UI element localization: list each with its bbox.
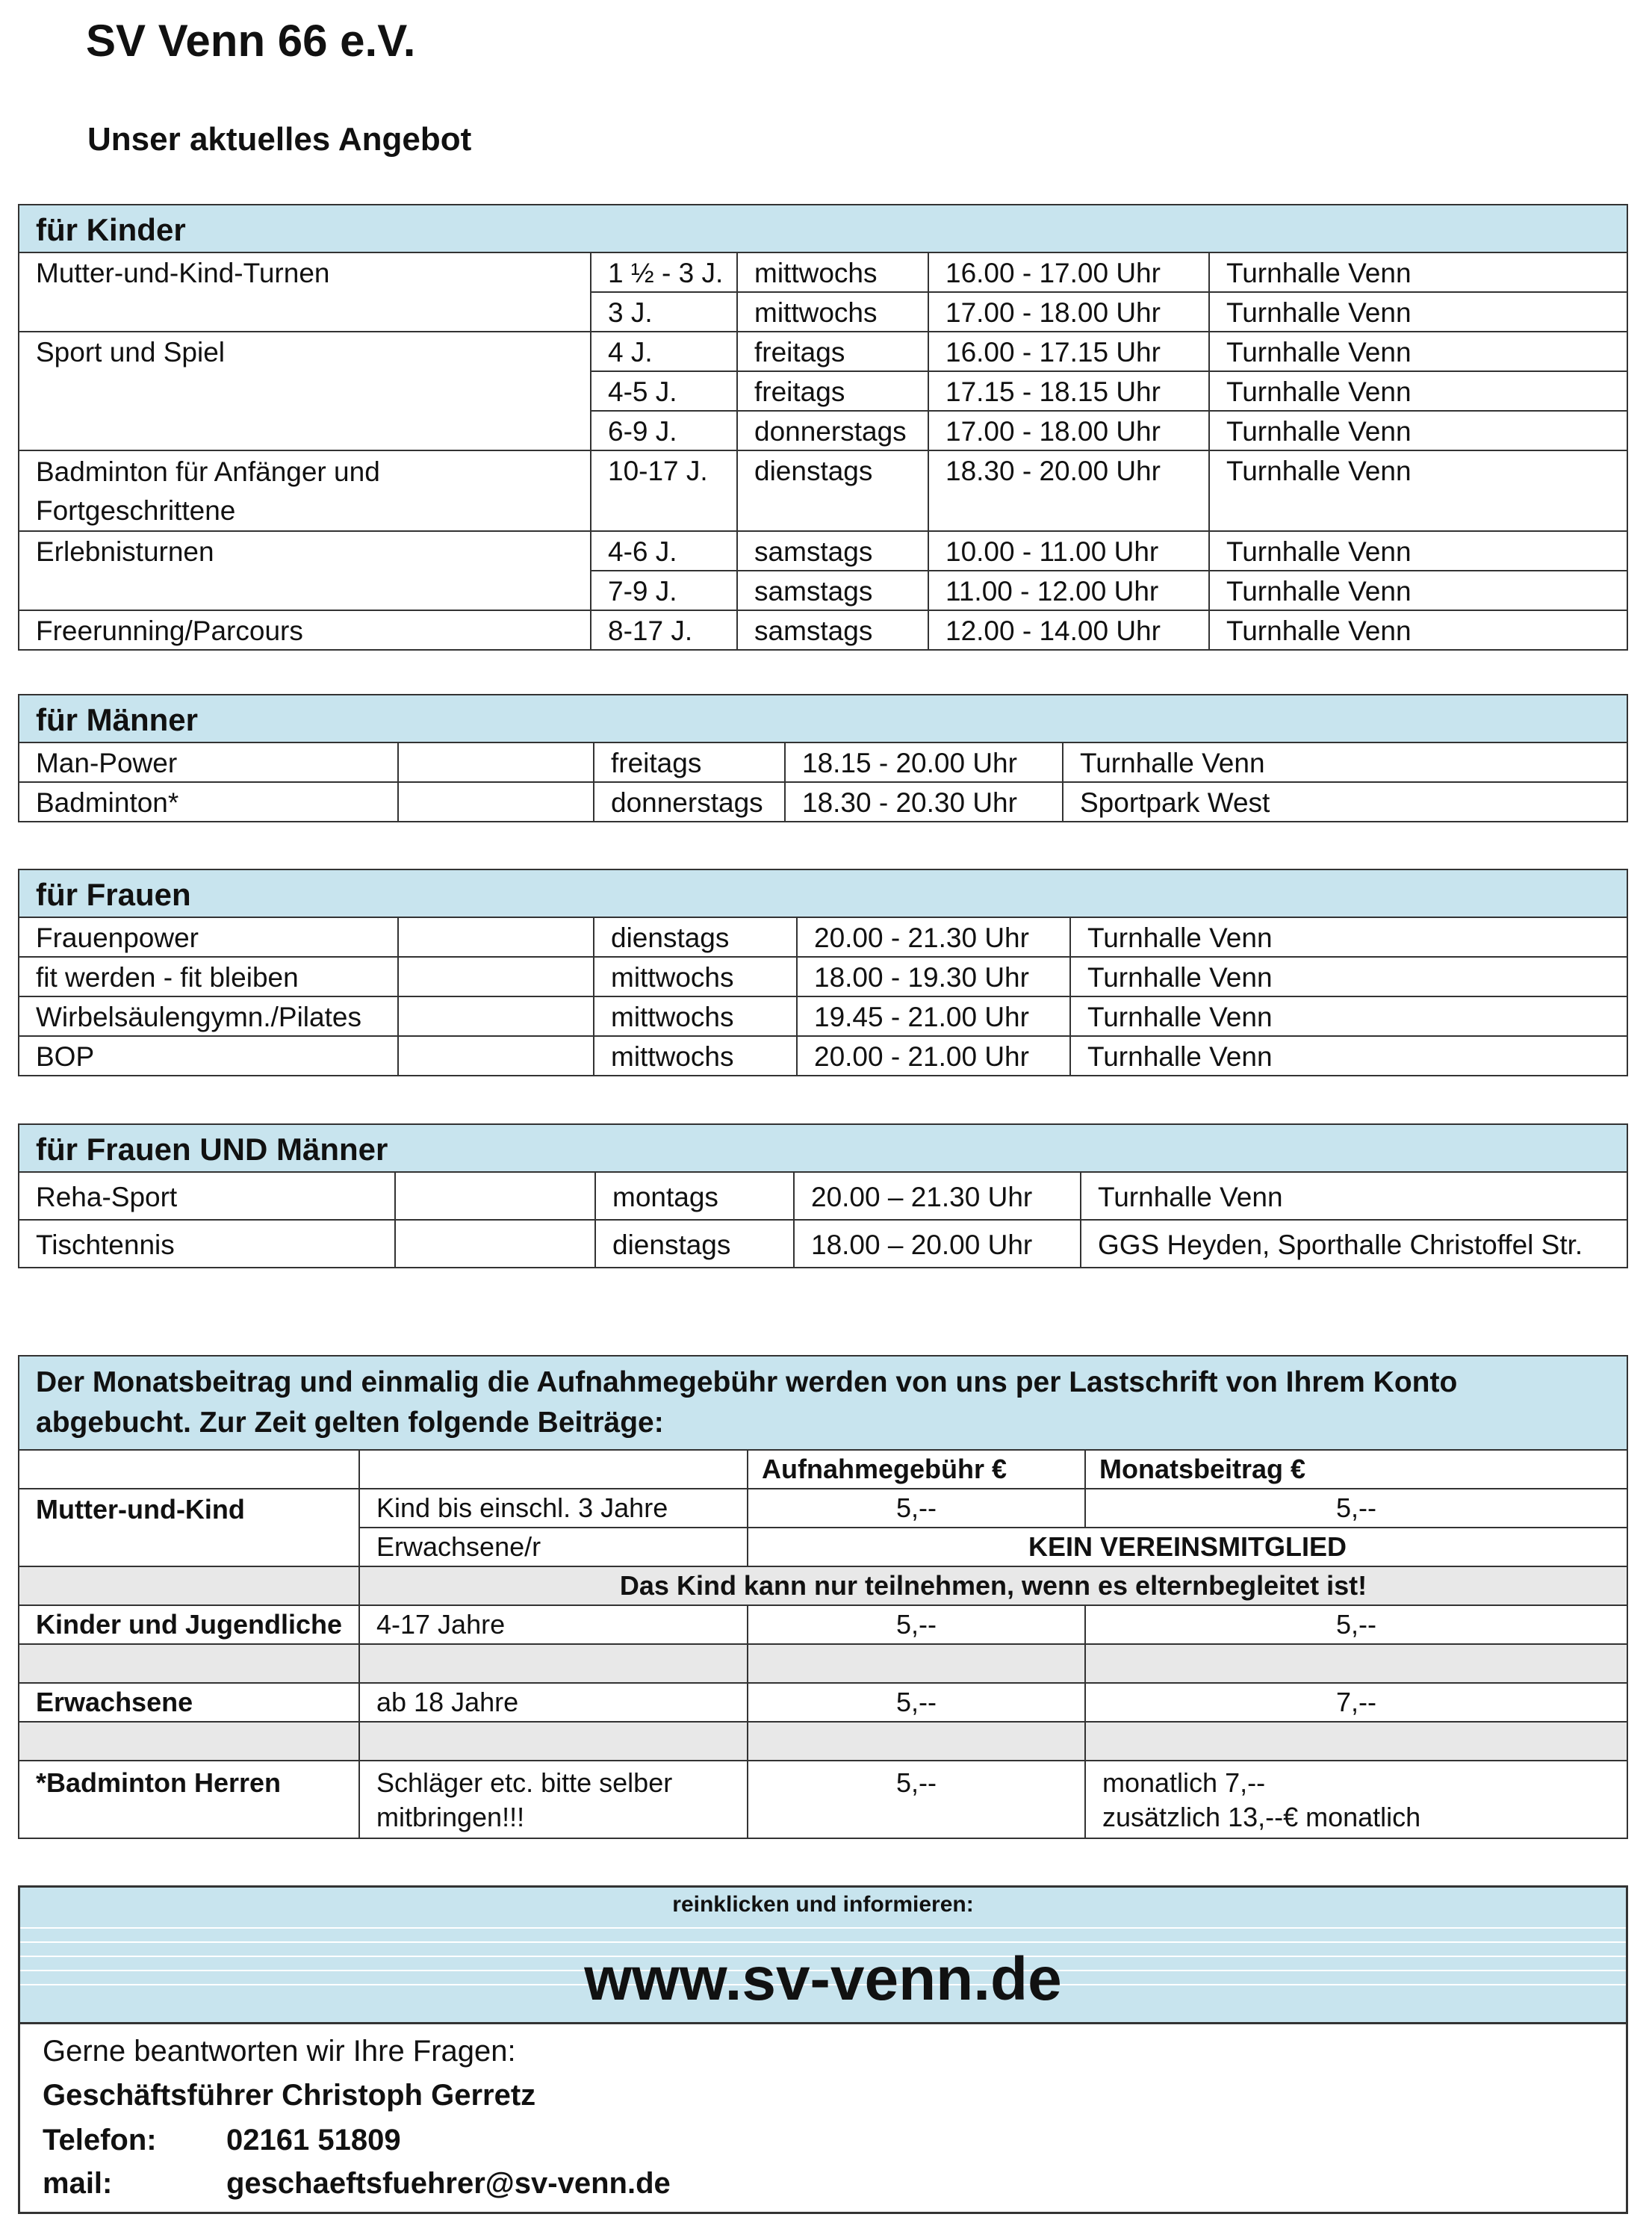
kinder-row bbox=[19, 411, 1627, 450]
kinder-age: 10-17 J. bbox=[591, 450, 737, 531]
fees-mutter-kind-note: Das Kind kann nur teilnehmen, wenn es elternbegleitet ist! bbox=[359, 1566, 1627, 1605]
kinder-row bbox=[19, 292, 1627, 332]
kinder-place: Turnhalle Venn bbox=[1209, 332, 1627, 371]
kinder-course-name: Mutter-und-Kind-Turnen bbox=[19, 252, 591, 292]
fees-kinder-aufnahme: 5,-- bbox=[748, 1605, 1085, 1644]
frauen-time: 19.45 - 21.00 Uhr bbox=[797, 996, 1070, 1036]
frauen-course-name: Wirbelsäulengymn./Pilates bbox=[19, 996, 398, 1036]
frauen-day: mittwochs bbox=[594, 957, 797, 996]
kinder-course-name bbox=[19, 571, 591, 610]
fees-mutter-kind-label: Mutter-und-Kind bbox=[19, 1489, 359, 1566]
beide-course-name: Reha-Sport bbox=[19, 1172, 395, 1220]
kinder-place: Turnhalle Venn bbox=[1209, 292, 1627, 332]
frauen-time: 18.00 - 19.30 Uhr bbox=[797, 957, 1070, 996]
kinder-table bbox=[18, 204, 1628, 651]
phone-number[interactable]: 02161 51809 bbox=[226, 2124, 401, 2157]
kinder-course-name: Sport und Spiel bbox=[19, 332, 591, 371]
fees-kinder-label: Kinder und Jugendliche bbox=[19, 1605, 359, 1644]
fees-gray-cell bbox=[19, 1566, 359, 1605]
kinder-day: freitags bbox=[737, 332, 928, 371]
frauen-row bbox=[19, 1036, 1627, 1076]
kinder-time: 18.30 - 20.00 Uhr bbox=[928, 450, 1209, 531]
kinder-time: 12.00 - 14.00 Uhr bbox=[928, 610, 1209, 650]
kinder-time: 16.00 - 17.15 Uhr bbox=[928, 332, 1209, 371]
frauen-place: Turnhalle Venn bbox=[1070, 957, 1627, 996]
maenner-place: Sportpark West bbox=[1063, 782, 1627, 822]
kinder-age: 3 J. bbox=[591, 292, 737, 332]
frauen-row bbox=[19, 996, 1627, 1036]
frauen-empty-cell bbox=[398, 957, 594, 996]
kinder-place: Turnhalle Venn bbox=[1209, 531, 1627, 571]
kinder-age: 4-5 J. bbox=[591, 371, 737, 411]
kinder-heading: für Kinder bbox=[19, 205, 1627, 252]
page-title: SV Venn 66 e.V. bbox=[86, 16, 416, 66]
kinder-row bbox=[19, 371, 1627, 411]
kinder-day: samstags bbox=[737, 531, 928, 571]
fees-kind-desc: Kind bis einschl. 3 Jahre bbox=[359, 1489, 748, 1528]
fees-gray-cell bbox=[19, 1644, 359, 1683]
fees-table bbox=[18, 1355, 1628, 1839]
maenner-table bbox=[18, 694, 1628, 822]
fees-gray-cell bbox=[748, 1644, 1085, 1683]
kinder-age: 8-17 J. bbox=[591, 610, 737, 650]
frauen-empty-cell bbox=[398, 917, 594, 957]
kinder-day: samstags bbox=[737, 571, 928, 610]
maenner-row bbox=[19, 742, 1627, 782]
frauen-heading: für Frauen bbox=[19, 869, 1627, 917]
fees-gray-cell bbox=[1085, 1644, 1627, 1683]
beide-table bbox=[18, 1123, 1628, 1268]
maenner-course-name: Badminton* bbox=[19, 782, 398, 822]
fees-col-monat: Monatsbeitrag € bbox=[1085, 1450, 1627, 1489]
fees-erwachsene-aufnahme: 5,-- bbox=[748, 1683, 1085, 1722]
fees-gray-cell bbox=[1085, 1722, 1627, 1761]
beide-heading: für Frauen UND Männer bbox=[19, 1124, 1627, 1172]
maenner-day: donnerstags bbox=[594, 782, 785, 822]
kinder-day: dienstags bbox=[737, 450, 928, 531]
contact-mail-row bbox=[43, 2167, 671, 2201]
frauen-empty-cell bbox=[398, 1036, 594, 1076]
kinder-time: 11.00 - 12.00 Uhr bbox=[928, 571, 1209, 610]
fees-badminton-monat-line2: zusätzlich 13,--€ monatlich bbox=[1102, 1802, 1421, 1832]
mail-address[interactable]: geschaeftsfuehrer@sv-venn.de bbox=[226, 2167, 671, 2200]
beide-empty-cell bbox=[395, 1220, 595, 1268]
kinder-day: mittwochs bbox=[737, 292, 928, 332]
kinder-place: Turnhalle Venn bbox=[1209, 450, 1627, 531]
kinder-row bbox=[19, 610, 1627, 650]
kinder-course-name bbox=[19, 292, 591, 332]
beide-row bbox=[19, 1220, 1627, 1268]
maenner-heading: für Männer bbox=[19, 695, 1627, 742]
fees-badminton-aufnahme: 5,-- bbox=[748, 1761, 1085, 1838]
frauen-table bbox=[18, 869, 1628, 1076]
frauen-day: mittwochs bbox=[594, 996, 797, 1036]
kinder-day: samstags bbox=[737, 610, 928, 650]
fees-badminton-desc: Schläger etc. bitte selber mitbringen!!! bbox=[359, 1761, 748, 1838]
frauen-course-name: Frauenpower bbox=[19, 917, 398, 957]
fees-intro: Der Monatsbeitrag und einmalig die Aufnahmegebühr werden von uns per Lastschrift von Ihrem Konto abgebucht. Zur Zeit gelten folgende Beiträge: bbox=[19, 1356, 1627, 1450]
kinder-place: Turnhalle Venn bbox=[1209, 411, 1627, 450]
page-subtitle: Unser aktuelles Angebot bbox=[87, 121, 472, 158]
fees-gray-cell bbox=[19, 1722, 359, 1761]
contact-phone-row bbox=[43, 2124, 401, 2157]
frauen-day: mittwochs bbox=[594, 1036, 797, 1076]
fees-erw-note: KEIN VEREINSMITGLIED bbox=[748, 1528, 1627, 1566]
kinder-row bbox=[19, 252, 1627, 292]
frauen-place: Turnhalle Venn bbox=[1070, 1036, 1627, 1076]
kinder-row bbox=[19, 571, 1627, 610]
kinder-age: 7-9 J. bbox=[591, 571, 737, 610]
maenner-course-name: Man-Power bbox=[19, 742, 398, 782]
contact-intro: Gerne beantworten wir Ihre Fragen: bbox=[43, 2035, 516, 2068]
kinder-course-name bbox=[19, 411, 591, 450]
frauen-course-name: fit werden - fit bleiben bbox=[19, 957, 398, 996]
kinder-time: 17.00 - 18.00 Uhr bbox=[928, 411, 1209, 450]
fees-col-aufnahme: Aufnahmegebühr € bbox=[748, 1450, 1085, 1489]
maenner-time: 18.15 - 20.00 Uhr bbox=[785, 742, 1063, 782]
kinder-row bbox=[19, 332, 1627, 371]
kinder-age: 4 J. bbox=[591, 332, 737, 371]
kinder-day: freitags bbox=[737, 371, 928, 411]
kinder-place: Turnhalle Venn bbox=[1209, 252, 1627, 292]
maenner-place: Turnhalle Venn bbox=[1063, 742, 1627, 782]
frauen-day: dienstags bbox=[594, 917, 797, 957]
fees-kind-aufnahme: 5,-- bbox=[748, 1489, 1085, 1528]
maenner-row bbox=[19, 782, 1627, 822]
phone-label: Telefon: bbox=[43, 2124, 157, 2157]
contact-box bbox=[18, 1885, 1628, 2214]
website-band bbox=[20, 1888, 1626, 2024]
mail-label: mail: bbox=[43, 2167, 113, 2200]
kinder-course-name: Erlebnisturnen bbox=[19, 531, 591, 571]
kinder-place: Turnhalle Venn bbox=[1209, 571, 1627, 610]
fees-erwachsene-label: Erwachsene bbox=[19, 1683, 359, 1722]
frauen-empty-cell bbox=[398, 996, 594, 1036]
frauen-row bbox=[19, 917, 1627, 957]
beide-day: montags bbox=[595, 1172, 794, 1220]
frauen-time: 20.00 - 21.00 Uhr bbox=[797, 1036, 1070, 1076]
fees-erwachsene-monat: 7,-- bbox=[1085, 1683, 1627, 1722]
fees-badminton-monat-line1: monatlich 7,-- bbox=[1102, 1767, 1266, 1798]
fees-gray-cell bbox=[748, 1722, 1085, 1761]
frauen-place: Turnhalle Venn bbox=[1070, 996, 1627, 1036]
maenner-day: freitags bbox=[594, 742, 785, 782]
maenner-empty-cell bbox=[398, 742, 594, 782]
kinder-row bbox=[19, 450, 1627, 531]
fees-kind-monat: 5,-- bbox=[1085, 1489, 1627, 1528]
fees-erw-desc: Erwachsene/r bbox=[359, 1528, 748, 1566]
kinder-time: 17.15 - 18.15 Uhr bbox=[928, 371, 1209, 411]
beide-row bbox=[19, 1172, 1627, 1220]
beide-time: 18.00 – 20.00 Uhr bbox=[794, 1220, 1081, 1268]
beide-time: 20.00 – 21.30 Uhr bbox=[794, 1172, 1081, 1220]
beide-day: dienstags bbox=[595, 1220, 794, 1268]
kinder-age: 4-6 J. bbox=[591, 531, 737, 571]
kinder-day: mittwochs bbox=[737, 252, 928, 292]
kinder-time: 17.00 - 18.00 Uhr bbox=[928, 292, 1209, 332]
beide-place: GGS Heyden, Sporthalle Christoffel Str. bbox=[1081, 1220, 1627, 1268]
fees-empty bbox=[359, 1450, 748, 1489]
frauen-time: 20.00 - 21.30 Uhr bbox=[797, 917, 1070, 957]
kinder-day: donnerstags bbox=[737, 411, 928, 450]
beide-course-name: Tischtennis bbox=[19, 1220, 395, 1268]
kinder-age: 1 ½ - 3 J. bbox=[591, 252, 737, 292]
website-tagline: reinklicken und informieren: bbox=[672, 1892, 974, 1917]
website-link[interactable]: www.sv-venn.de bbox=[584, 1945, 1062, 2013]
fees-kinder-desc: 4-17 Jahre bbox=[359, 1605, 748, 1644]
contact-manager: Geschäftsführer Christoph Gerretz bbox=[43, 2079, 536, 2112]
kinder-age: 6-9 J. bbox=[591, 411, 737, 450]
fees-empty bbox=[19, 1450, 359, 1489]
kinder-row bbox=[19, 531, 1627, 571]
frauen-row bbox=[19, 957, 1627, 996]
beide-place: Turnhalle Venn bbox=[1081, 1172, 1627, 1220]
frauen-place: Turnhalle Venn bbox=[1070, 917, 1627, 957]
fees-gray-cell bbox=[359, 1644, 748, 1683]
fees-badminton-label: *Badminton Herren bbox=[19, 1761, 359, 1838]
kinder-course-name bbox=[19, 371, 591, 411]
fees-kinder-monat: 5,-- bbox=[1085, 1605, 1627, 1644]
kinder-place: Turnhalle Venn bbox=[1209, 610, 1627, 650]
fees-badminton-monat bbox=[1085, 1761, 1627, 1838]
beide-empty-cell bbox=[395, 1172, 595, 1220]
kinder-time: 16.00 - 17.00 Uhr bbox=[928, 252, 1209, 292]
fees-erwachsene-desc: ab 18 Jahre bbox=[359, 1683, 748, 1722]
kinder-course-name: Freerunning/Parcours bbox=[19, 610, 591, 650]
maenner-empty-cell bbox=[398, 782, 594, 822]
kinder-time: 10.00 - 11.00 Uhr bbox=[928, 531, 1209, 571]
maenner-time: 18.30 - 20.30 Uhr bbox=[785, 782, 1063, 822]
kinder-place: Turnhalle Venn bbox=[1209, 371, 1627, 411]
fees-gray-cell bbox=[359, 1722, 748, 1761]
kinder-course-name: Badminton für Anfänger und Fortgeschrittene bbox=[19, 450, 591, 531]
frauen-course-name: BOP bbox=[19, 1036, 398, 1076]
